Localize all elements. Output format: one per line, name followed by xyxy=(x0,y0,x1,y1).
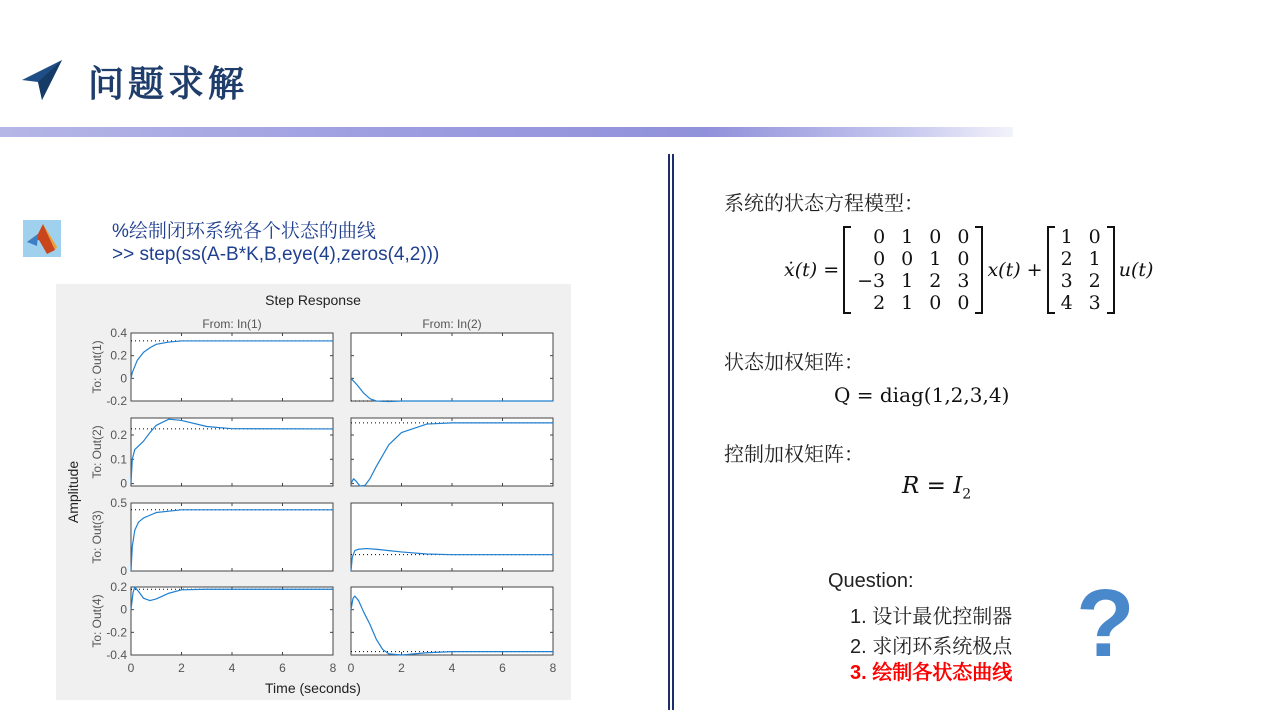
y-tick-label: 0 xyxy=(120,371,127,386)
matrix-cell: 1 xyxy=(1088,248,1101,270)
matrix-cell: 0 xyxy=(901,248,914,270)
axes-box xyxy=(351,503,553,571)
y-tick-label: 0.2 xyxy=(110,580,127,594)
row-label: To: Out(4) xyxy=(90,594,104,648)
matrix-b xyxy=(1047,226,1115,314)
code-comment: %绘制闭环系统各个状态的曲线 xyxy=(112,221,376,242)
y-tick-label: 0.4 xyxy=(110,326,127,340)
y-tick-label: -0.4 xyxy=(106,648,127,662)
x-tick-label: 8 xyxy=(549,661,557,675)
matrix-cell: −3 xyxy=(857,270,886,292)
subplot-r4-c2 xyxy=(351,587,553,655)
step-response-chart xyxy=(56,284,571,700)
matrix-cell: 1 xyxy=(929,248,942,270)
y-axis-label: Amplitude xyxy=(65,460,81,524)
y-tick-label: 0.5 xyxy=(110,496,127,510)
lhs: ẋ(t) = xyxy=(784,259,840,281)
x-axis-label: Time (seconds) xyxy=(265,680,361,696)
subplot-r1-c2 xyxy=(351,333,553,402)
question-title: Question: xyxy=(828,570,914,592)
x-tick-label: 2 xyxy=(178,661,185,675)
row-label: To: Out(1) xyxy=(90,340,104,394)
subplot-r4-c1 xyxy=(131,587,333,655)
question-mark-icon: ? xyxy=(1076,570,1135,677)
x-tick-label: 6 xyxy=(499,661,506,675)
x-tick-label: 4 xyxy=(228,661,236,675)
subplot-r1-c1 xyxy=(131,333,333,401)
matrix-cell: 0 xyxy=(957,292,970,314)
matrix-cell: 3 xyxy=(1060,270,1073,292)
row-label: To: Out(2) xyxy=(90,425,104,479)
q-label: 状态加权矩阵： xyxy=(724,350,864,374)
y-tick-label: 0.2 xyxy=(110,348,127,363)
r-eq-sub: 2 xyxy=(962,486,972,503)
y-tick-label: 0.1 xyxy=(110,452,127,467)
state-term: x(t) + xyxy=(987,259,1043,281)
matrix-cell: 4 xyxy=(1060,292,1073,314)
column-title: From: In(1) xyxy=(202,317,262,331)
question-item-3: 3. 绘制各状态曲线 xyxy=(850,662,1013,684)
matrix-cell: 1 xyxy=(901,270,914,292)
q-equation: Q = diag(1,2,3,4) xyxy=(834,383,1010,407)
y-tick-label: 0 xyxy=(120,564,127,578)
matrix-cell: 0 xyxy=(929,292,942,314)
r-eq-main: R = I xyxy=(902,473,963,499)
step-response-figure xyxy=(56,284,571,700)
r-equation xyxy=(902,473,971,503)
matrix-cell: 0 xyxy=(1088,226,1101,248)
matrix-cell: 0 xyxy=(929,226,942,248)
matrix-cell: 1 xyxy=(901,292,914,314)
subplot-r3-c2 xyxy=(351,503,553,571)
x-tick-label: 2 xyxy=(398,661,405,675)
r-label: 控制加权矩阵： xyxy=(724,442,864,466)
x-tick-label: 6 xyxy=(279,661,286,675)
x-tick-label: 8 xyxy=(329,661,337,675)
y-tick-label: 0 xyxy=(120,602,127,617)
matlab-logo-icon xyxy=(23,220,61,257)
page-title: 问题求解 xyxy=(88,63,249,105)
y-tick-label: 0.2 xyxy=(110,428,127,442)
axes-box xyxy=(351,587,553,655)
question-item-1: 1. 设计最优控制器 xyxy=(850,606,1013,628)
matrix-cell: 2 xyxy=(1088,270,1101,292)
x-tick-label: 0 xyxy=(127,661,135,675)
matrix-cell: 0 xyxy=(957,248,970,270)
axes-box xyxy=(351,333,553,401)
matrix-cell: 2 xyxy=(929,270,942,292)
y-tick-label: 0 xyxy=(120,476,127,491)
subplot-r2-c2 xyxy=(351,418,553,486)
axes-box xyxy=(131,503,333,571)
model-label: 系统的状态方程模型： xyxy=(724,191,924,215)
matrix-cell: 3 xyxy=(1088,292,1101,314)
matrix-cell: 0 xyxy=(957,226,970,248)
subplot-r3-c1 xyxy=(131,503,333,571)
state-equation xyxy=(784,226,1153,314)
input-term: u(t) xyxy=(1118,259,1154,281)
code-command: >> step(ss(A-B*K,B,eye(4),zeros(4,2))) xyxy=(112,244,440,265)
matrix-cell: 2 xyxy=(1060,248,1073,270)
matrix-cell: 2 xyxy=(873,292,886,314)
matrix-cell: 1 xyxy=(901,226,914,248)
matrix-cell: 0 xyxy=(873,248,886,270)
y-tick-label: -0.2 xyxy=(106,394,127,408)
matrix-cell: 1 xyxy=(1060,226,1073,248)
matrix-cell: 3 xyxy=(957,270,970,292)
question-item-2: 2. 求闭环系统极点 xyxy=(850,636,1013,658)
paper-plane-icon xyxy=(20,58,64,102)
column-title: From: In(2) xyxy=(422,317,482,331)
matrix-cell: 0 xyxy=(873,226,886,248)
matrix-a xyxy=(843,226,983,314)
axes-box xyxy=(351,418,553,486)
subplot-r2-c1 xyxy=(131,418,333,486)
x-tick-label: 0 xyxy=(347,661,355,675)
title-underline-bar xyxy=(0,127,1013,137)
chart-title: Step Response xyxy=(265,292,361,308)
vertical-divider xyxy=(668,154,674,710)
y-tick-label: -0.2 xyxy=(106,625,127,640)
row-label: To: Out(3) xyxy=(90,510,104,564)
x-tick-label: 4 xyxy=(448,661,456,675)
